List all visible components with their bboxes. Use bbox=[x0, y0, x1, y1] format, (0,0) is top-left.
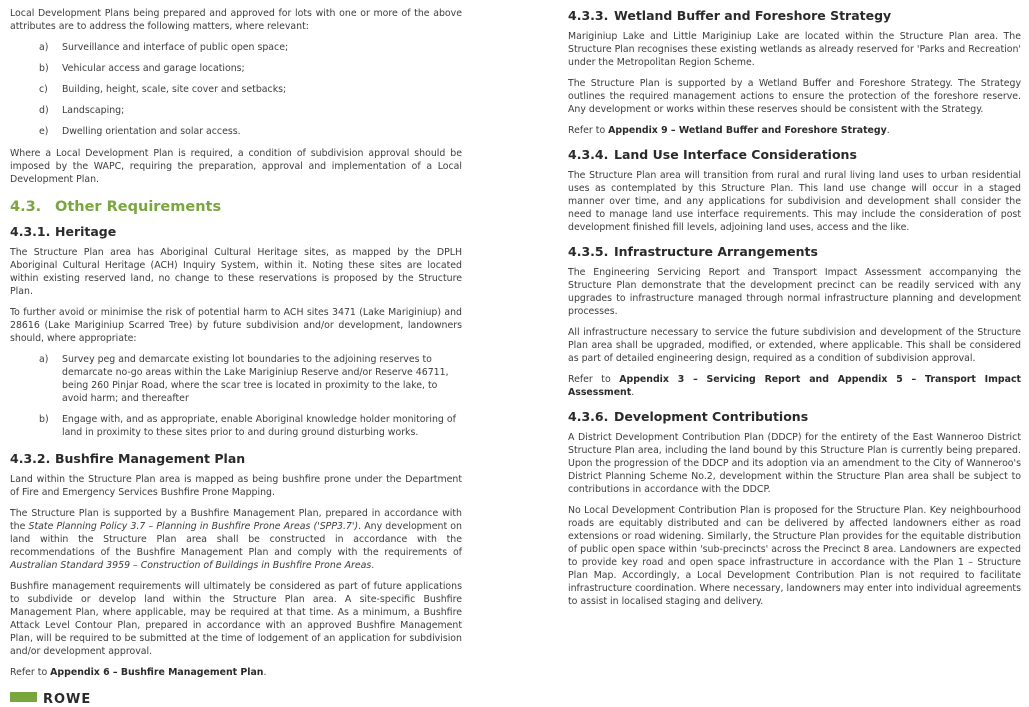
bushfire-paragraph: Land within the Structure Plan area is mapped as being bushfire prone under the Department of Fire and Emergency Services Bushfire Prone Mapping. bbox=[10, 474, 462, 498]
infrastructure-reference: Refer to Appendix 3 – Servicing Report and Appendix 5 – Transport Impact Assessment. bbox=[568, 374, 1022, 398]
rowe-logo: ROWE bbox=[10, 692, 91, 706]
section-heading-contributions: 4.3.6. Development Contributions bbox=[568, 409, 809, 424]
list-item: e) Dwelling orientation and solar access. bbox=[39, 126, 241, 137]
list-item: b) Engage with, and as appropriate, enable Aboriginal knowledge holder monitoring of land in proximity to these sites prior to and during ground disturbing works. bbox=[39, 414, 456, 438]
bushfire-reference: Refer to Appendix 6 – Bushfire Management Plan. bbox=[10, 667, 267, 678]
section-heading-bushfire: 4.3.2. Bushfire Management Plan bbox=[10, 451, 246, 466]
contributions-paragraph: No Local Development Contribution Plan is proposed for the Structure Plan. Key neighbourhood roads are equitably distributed and can be delivered by affected landowners either as road extensions or road widening. Similarly, the Structure Plan provides for the equitable distribution of public open space within 'sub-precincts' across the Precinct 8 area. Landowners are expected to provide key road and open space infrastructure in accordance with the Plan 1 – Structure Plan Map. Accordingly, a Local Development Contribution Plan is not required to facilitate infrastructure coordination. Where necessary, landowners may enter into individual agreements to assist in localised staging and delivery. bbox=[568, 505, 1021, 607]
contributions-paragraph: A District Development Contribution Plan (DDCP) for the entirety of the East Wanneroo District Structure Plan area, including the land bound by this Structure Plan is currently being prepared. Upon the progression of the DDCP and its adoption via an amendment to the City of Wanneroo's District Planning Scheme No.2, development within the Structure Plan area shall be subject to contributions in accordance with the DDCP. bbox=[568, 432, 1022, 495]
land-use-paragraph: The Structure Plan area will transition from rural and rural living land uses to urban residential uses as contemplated by this Structure Plan. This land use change will occur in a staged manner over time, and any applications for subdivision and development shall consider the need to manage land use interface requirements. This may include the consideration of post development finished fill levels, adjoining land uses, access and the like. bbox=[568, 170, 1021, 233]
infrastructure-paragraph: The Engineering Servicing Report and Transport Impact Assessment accompanying the Structure Plan demonstrate that the development precinct can be readily serviced with any upgrades to infrastructure managed through normal infrastructure planning and development processes. bbox=[568, 267, 1021, 317]
bushfire-paragraph: Bushfire management requirements will ultimately be considered as part of future applications to subdivide or develop land within the Structure Plan area. A site-specific Bushfire Management Plan, where applicable, may be required at that time. As a minimum, a Bushfire Attack Level Contour Plan, prepared in accordance with an approved Bushfire Management Plan, will be required to be submitted at the time of lodgement of an application for subdivision and/or development approval. bbox=[10, 581, 462, 657]
ldp-condition: Where a Local Development Plan is required, a condition of subdivision approval should be imposed by the WAPC, requiring the preparation, approval and implementation of a Local Development Plan. bbox=[10, 148, 462, 185]
heritage-list bbox=[10, 353, 462, 439]
infrastructure-paragraph: All infrastructure necessary to service the future subdivision and development of the Structure Plan area shall be upgraded, modified, or extended, where applicable. This shall be considered as part of detailed engineering design, required as a condition of subdivision approval. bbox=[568, 327, 1021, 364]
list-item: d) Landscaping; bbox=[39, 105, 125, 116]
right-column bbox=[568, 0, 1021, 608]
wetland-paragraph: The Structure Plan is supported by a Wetland Buffer and Foreshore Strategy. The Strategy outlines the required management actions to ensure the protection of the foreshore reserve. Any development or works within these reserves should be consistent with the Strategy. bbox=[568, 78, 1021, 115]
heritage-paragraph: To further avoid or minimise the risk of potential harm to ACH sites 3471 (Lake Mariginiup) and 28616 (Lake Mariginiup Scarred Tree) by future subdivision and/or development, landowners should, where appropriate: bbox=[10, 307, 462, 344]
wetland-paragraph: Mariginiup Lake and Little Mariginiup Lake are located within the Structure Plan area. The Structure Plan recognises these existing wetlands as already reserved for 'Parks and Recreation' under the Metropolitan Region Scheme. bbox=[568, 31, 1021, 68]
list-item: c) Building, height, scale, site cover and setbacks; bbox=[39, 84, 287, 95]
heritage-paragraph: The Structure Plan area has Aboriginal Cultural Heritage sites, as mapped by the DPLH Aboriginal Cultural Heritage (ACH) Inquiry System, within it. Noting these sites are located within existing reserved land, no change to these reservations is proposed by the Structure Plan. bbox=[10, 247, 462, 297]
section-heading-land-use: 4.3.4. Land Use Interface Considerations bbox=[568, 147, 857, 162]
list-item: a) Surveillance and interface of public open space; bbox=[39, 42, 289, 53]
bushfire-paragraph: The Structure Plan is supported by a Bushfire Management Plan, prepared in accordance with the State Planning Policy 3.7 – Planning in Bushfire Prone Areas ('SPP3.7'). Any development on land within the Structure Plan area shall be constructed in accordance with the recommendations of the Bushfire Management Plan and comply with the requirements of Australian Standard 3959 – Construction of Buildings in Bushfire Prone Areas. bbox=[10, 508, 462, 571]
list-item: b) Vehicular access and garage locations; bbox=[39, 63, 245, 74]
section-heading-wetland: 4.3.3. Wetland Buffer and Foreshore Strategy bbox=[568, 8, 892, 23]
logo-mark-icon bbox=[10, 692, 37, 702]
ldp-list bbox=[10, 41, 462, 138]
wetland-reference: Refer to Appendix 9 – Wetland Buffer and Foreshore Strategy. bbox=[568, 125, 890, 136]
section-heading-other-requirements: 4.3. Other Requirements bbox=[10, 199, 222, 215]
left-column bbox=[10, 0, 462, 679]
section-heading-heritage: 4.3.1. Heritage bbox=[10, 224, 117, 239]
ldp-intro: Local Development Plans being prepared and approved for lots with one or more of the above attributes are to address the following matters, where relevant: bbox=[10, 8, 462, 32]
list-item: a) Survey peg and demarcate existing lot boundaries to the adjoining reserves to demarcate no-go areas within the Lake Mariginiup Reserve and/or Reserve 46711, being 260 Pinjar Road, where the scar tree is located in proximity to the lake, to avoid harm; and thereafter bbox=[39, 354, 449, 404]
section-heading-infrastructure: 4.3.5. Infrastructure Arrangements bbox=[568, 244, 818, 259]
